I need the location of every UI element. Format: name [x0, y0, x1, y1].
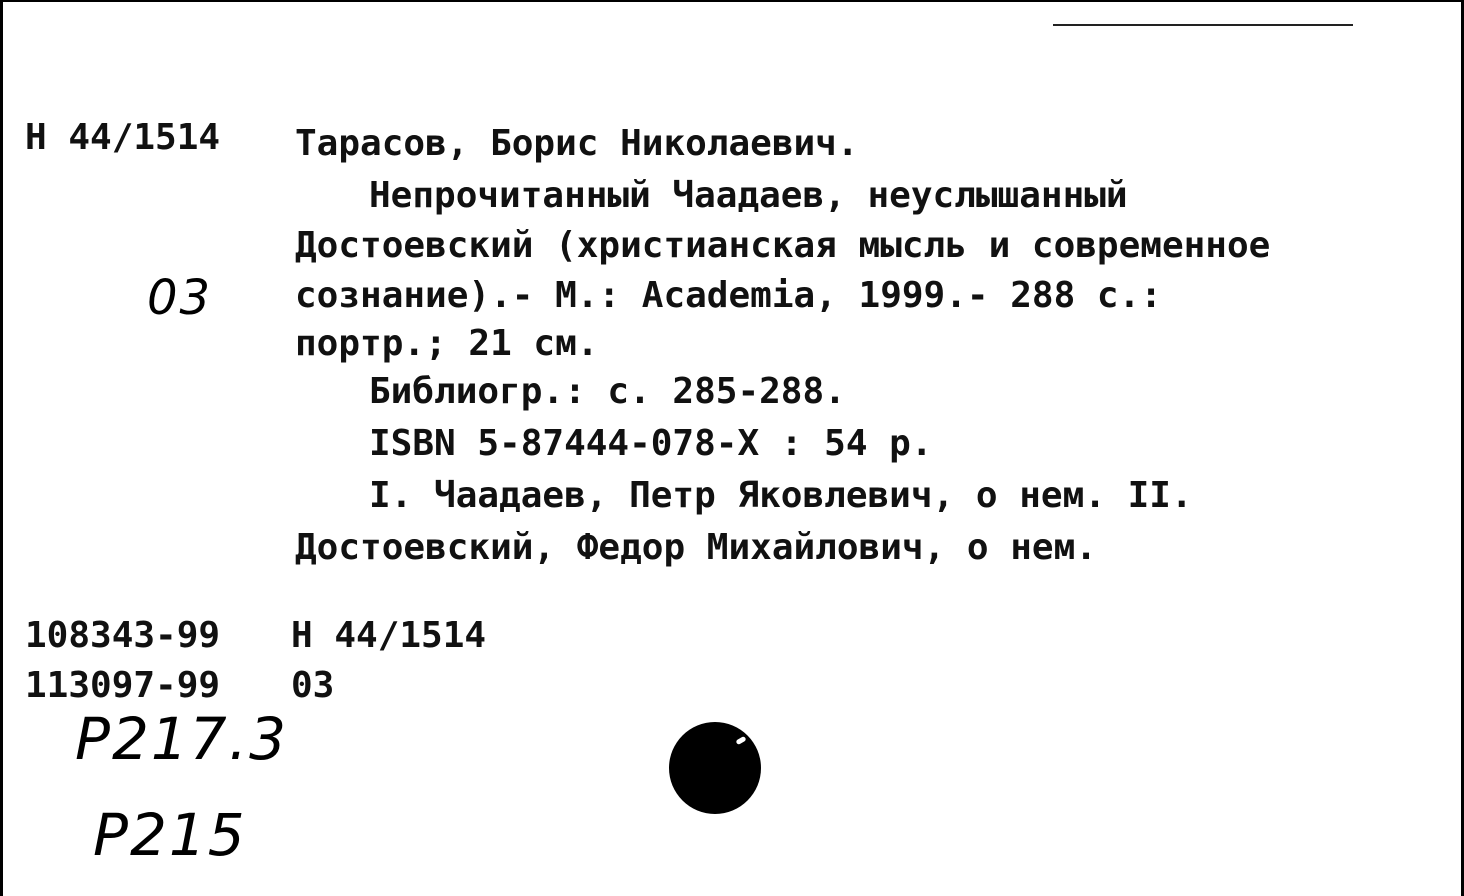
location-mark: 03	[147, 270, 213, 326]
handwritten-shelf-mark: Р215	[93, 801, 247, 869]
subjects-line-1: I. Чаадаев, Петр Яковлевич, о нем. II.	[369, 475, 1193, 516]
accession-number: 108343-99	[25, 615, 221, 656]
isbn-line: ISBN 5-87444-078-X : 54 р.	[369, 423, 933, 464]
author-heading: Тарасов, Борис Николаевич.	[295, 123, 859, 164]
handwritten-shelf-mark: Р217.3	[75, 705, 289, 773]
title-line-2: Достоевский (христианская мысль и современное	[295, 225, 1271, 266]
subjects-line-2: Достоевский, Федор Михайлович, о нем.	[295, 527, 1097, 568]
title-line-1: Непрочитанный Чаадаев, неуслышанный	[369, 175, 1128, 216]
accession-code: Н 44/1514	[291, 615, 487, 656]
title-line-3: сознание).- М.: Academia, 1999.- 288 с.:	[295, 275, 1162, 316]
bibliography-note: Библиогр.: с. 285-288.	[369, 371, 846, 412]
accession-number: 113097-99	[25, 665, 221, 706]
top-rule	[1053, 24, 1353, 26]
title-line-4: портр.; 21 см.	[295, 323, 599, 364]
punch-hole	[669, 722, 761, 814]
call-number: Н 44/1514	[25, 117, 221, 158]
accession-code: 03	[291, 665, 335, 706]
